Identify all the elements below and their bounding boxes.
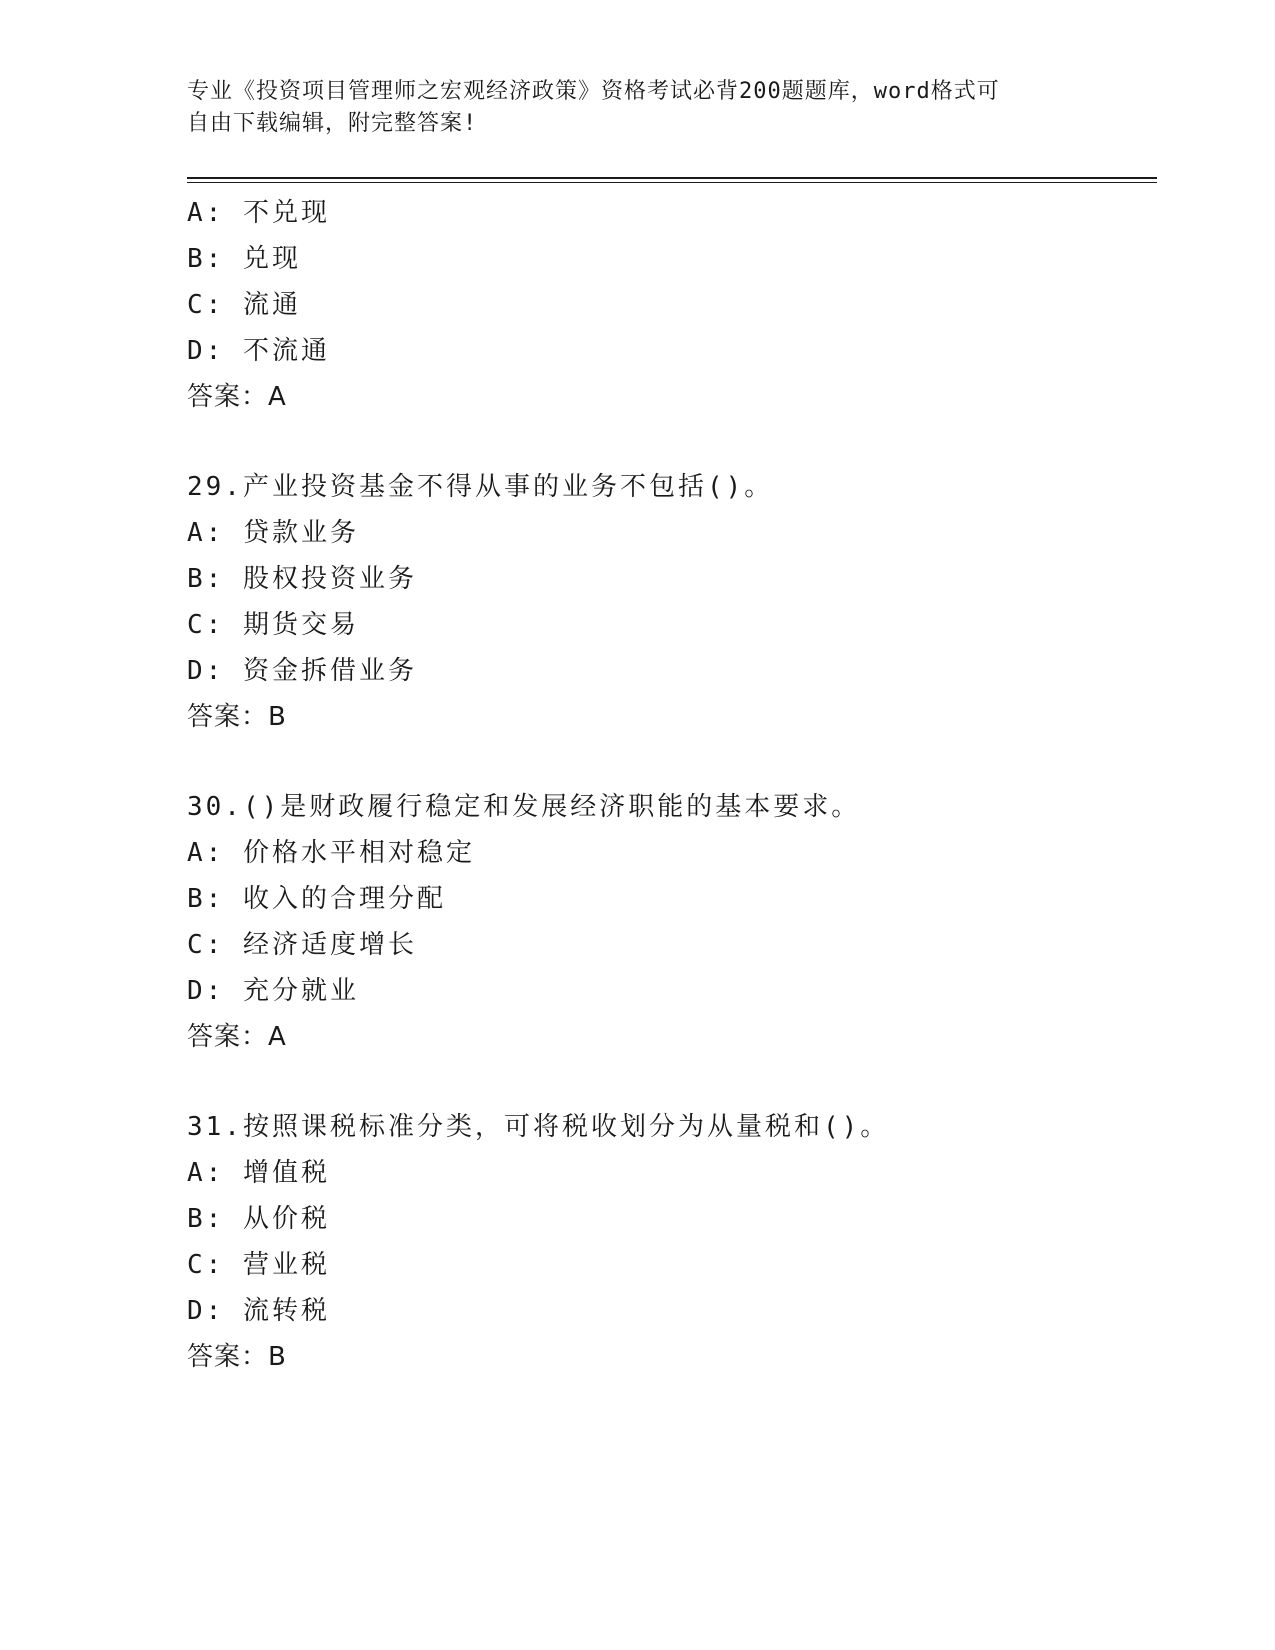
question-block-28 — [187, 190, 1157, 420]
option-c: C: 营业税 — [187, 1250, 330, 1280]
answer-line: 答案：B — [187, 1342, 287, 1372]
option-a: A: 贷款业务 — [187, 518, 359, 548]
option-b: B: 兑现 — [187, 244, 301, 274]
question-stem: 31.按照课税标准分类，可将税收划分为从量税和()。 — [187, 1112, 890, 1142]
question-block-30 — [187, 784, 1157, 1060]
document-page — [187, 0, 1157, 1650]
document-header — [187, 76, 1077, 140]
option-d: D: 充分就业 — [187, 976, 359, 1006]
option-b: B: 收入的合理分配 — [187, 884, 446, 914]
answer-line: 答案：A — [187, 1022, 287, 1052]
option-c: C: 期货交易 — [187, 610, 359, 640]
option-a: A: 不兑现 — [187, 198, 330, 228]
question-block-31 — [187, 1104, 1157, 1380]
option-b: B: 从价税 — [187, 1204, 330, 1234]
option-d: D: 资金拆借业务 — [187, 656, 417, 686]
header-divider-thin — [187, 182, 1157, 183]
option-b: B: 股权投资业务 — [187, 564, 417, 594]
option-c: C: 经济适度增长 — [187, 930, 417, 960]
spacer — [187, 1060, 1157, 1104]
header-title-line-2: 自由下载编辑，附完整答案! — [187, 111, 478, 136]
answer-line: 答案：B — [187, 702, 287, 732]
spacer — [187, 740, 1157, 784]
option-a: A: 增值税 — [187, 1158, 330, 1188]
question-list — [187, 190, 1157, 1380]
question-stem: 30.()是财政履行稳定和发展经济职能的基本要求。 — [187, 792, 861, 822]
answer-line: 答案：A — [187, 382, 287, 412]
question-block-29 — [187, 464, 1157, 740]
spacer — [187, 420, 1157, 464]
option-d: D: 流转税 — [187, 1296, 330, 1326]
header-divider-thick — [187, 177, 1157, 179]
option-a: A: 价格水平相对稳定 — [187, 838, 475, 868]
option-d: D: 不流通 — [187, 336, 330, 366]
option-c: C: 流通 — [187, 290, 301, 320]
question-stem: 29.产业投资基金不得从事的业务不包括()。 — [187, 472, 774, 502]
header-title-line-1: 专业《投资项目管理师之宏观经济政策》资格考试必背200题题库，word格式可 — [187, 79, 1000, 104]
